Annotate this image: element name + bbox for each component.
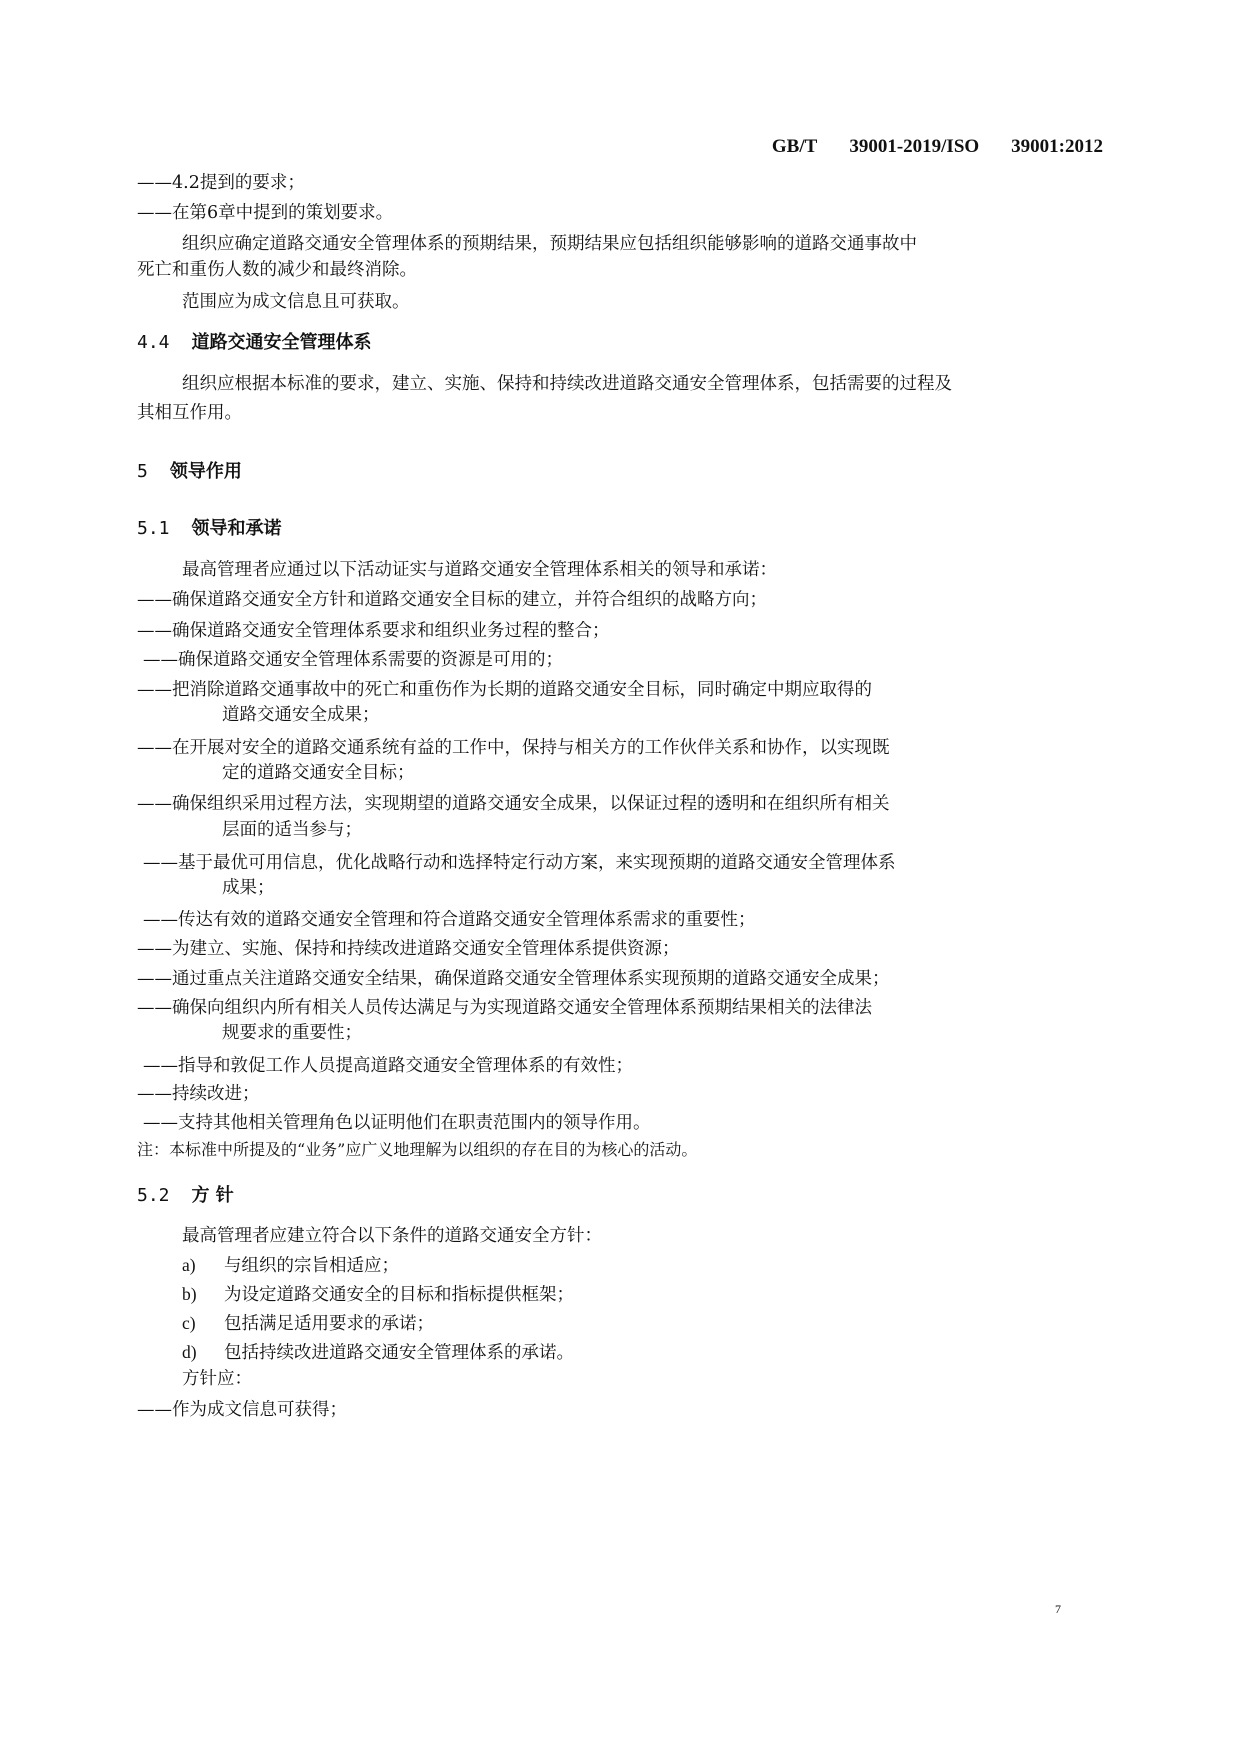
list-label: c) [182, 1313, 196, 1333]
paragraph: 最高管理者应通过以下活动证实与道路交通安全管理体系相关的领导和承诺： [182, 560, 777, 580]
list-item [182, 1253, 399, 1278]
paragraph: 组织应确定道路交通安全管理体系的预期结果，预期结果应包括组织能够影响的道路交通事故中 [182, 234, 917, 254]
list-label: b) [182, 1284, 197, 1304]
text-line: ——在第6章中提到的策划要求。 [137, 203, 394, 223]
list-item [182, 1340, 574, 1365]
header-num1: 39001-2019/ISO [849, 136, 980, 157]
dash-item: ——基于最优可用信息，优化战略行动和选择特定行动方案，来实现预期的道路交通安全管理体系 [143, 853, 896, 873]
section-heading-5-1 [137, 517, 282, 541]
list-text: 包括持续改进道路交通安全管理体系的承诺。 [224, 1343, 574, 1363]
section-title: 领导和承诺 [191, 518, 282, 539]
text-line: ——4.2提到的要求； [137, 173, 305, 193]
section-title: 道路交通安全管理体系 [191, 332, 372, 353]
section-heading-4-4 [137, 331, 372, 355]
dash-item-cont: 层面的适当参与； [222, 820, 362, 840]
paragraph: 组织应根据本标准的要求，建立、实施、保持和持续改进道路交通安全管理体系，包括需要的过程及 [182, 374, 952, 394]
paragraph-cont: 死亡和重伤人数的减少和最终消除。 [137, 260, 417, 280]
dash-item: ——持续改进； [137, 1084, 260, 1104]
section-number: 5 [137, 461, 148, 482]
dash-item: ——确保组织采用过程方法，实现期望的道路交通安全成果，以保证过程的透明和在组织所有相关 [137, 794, 890, 814]
dash-item: ——支持其他相关管理角色以证明他们在职责范围内的领导作用。 [143, 1113, 651, 1133]
paragraph-cont: 其相互作用。 [137, 403, 242, 423]
dash-item: ——在开展对安全的道路交通系统有益的工作中，保持与相关方的工作伙伴关系和协作，以实现既 [137, 738, 890, 758]
dash-item: ——把消除道路交通事故中的死亡和重伤作为长期的道路交通安全目标，同时确定中期应取得的 [137, 680, 872, 700]
dash-item-cont: 道路交通安全成果； [222, 705, 380, 725]
dash-item: ——确保道路交通安全管理体系需要的资源是可用的； [143, 650, 563, 670]
section-number: 4.4 [137, 332, 170, 353]
header-std: GB/T [771, 136, 818, 157]
dash-item: ——确保道路交通安全管理体系要求和组织业务过程的整合； [137, 621, 610, 641]
dash-item-cont: 成果； [222, 878, 275, 898]
section-heading-5 [137, 460, 242, 484]
paragraph: 方针应： [182, 1369, 252, 1389]
dash-item: ——作为成文信息可获得； [137, 1400, 347, 1420]
list-text: 为设定道路交通安全的目标和指标提供框架； [224, 1285, 574, 1305]
list-text: 包括满足适用要求的承诺； [224, 1314, 434, 1334]
dash-item: ——传达有效的道路交通安全管理和符合道路交通安全管理体系需求的重要性； [143, 910, 756, 930]
paragraph: 最高管理者应建立符合以下条件的道路交通安全方针： [182, 1226, 602, 1246]
section-number: 5.1 [137, 518, 170, 539]
list-item [182, 1282, 574, 1307]
section-title: 方 针 [191, 1185, 234, 1206]
header-num2: 39001:2012 [1011, 136, 1103, 157]
section-title: 领导作用 [169, 461, 242, 482]
dash-item-cont: 规要求的重要性； [222, 1023, 362, 1043]
dash-item: ——指导和敦促工作人员提高道路交通安全管理体系的有效性； [143, 1056, 633, 1076]
paragraph: 范围应为成文信息且可获取。 [182, 292, 410, 312]
dash-item: ——确保向组织内所有相关人员传达满足与为实现道路交通安全管理体系预期结果相关的法律法 [137, 998, 872, 1018]
dash-item: ——为建立、实施、保持和持续改进道路交通安全管理体系提供资源； [137, 939, 680, 959]
dash-item: ——确保道路交通安全方针和道路交通安全目标的建立，并符合组织的战略方向； [137, 590, 767, 610]
section-number: 5.2 [137, 1185, 170, 1206]
section-heading-5-2 [137, 1184, 234, 1208]
note: 注：本标准中所提及的“业务”应广义地理解为以组织的存在目的为核心的活动。 [137, 1140, 698, 1159]
list-label: d) [182, 1342, 197, 1362]
list-text: 与组织的宗旨相适应； [224, 1256, 399, 1276]
dash-item-cont: 定的道路交通安全目标； [222, 763, 415, 783]
list-item [182, 1311, 434, 1336]
list-label: a) [182, 1255, 196, 1275]
dash-item: ——通过重点关注道路交通安全结果，确保道路交通安全管理体系实现预期的道路交通安全成果； [137, 969, 890, 989]
page-number: 7 [1055, 1602, 1061, 1616]
standard-header [772, 136, 1103, 158]
